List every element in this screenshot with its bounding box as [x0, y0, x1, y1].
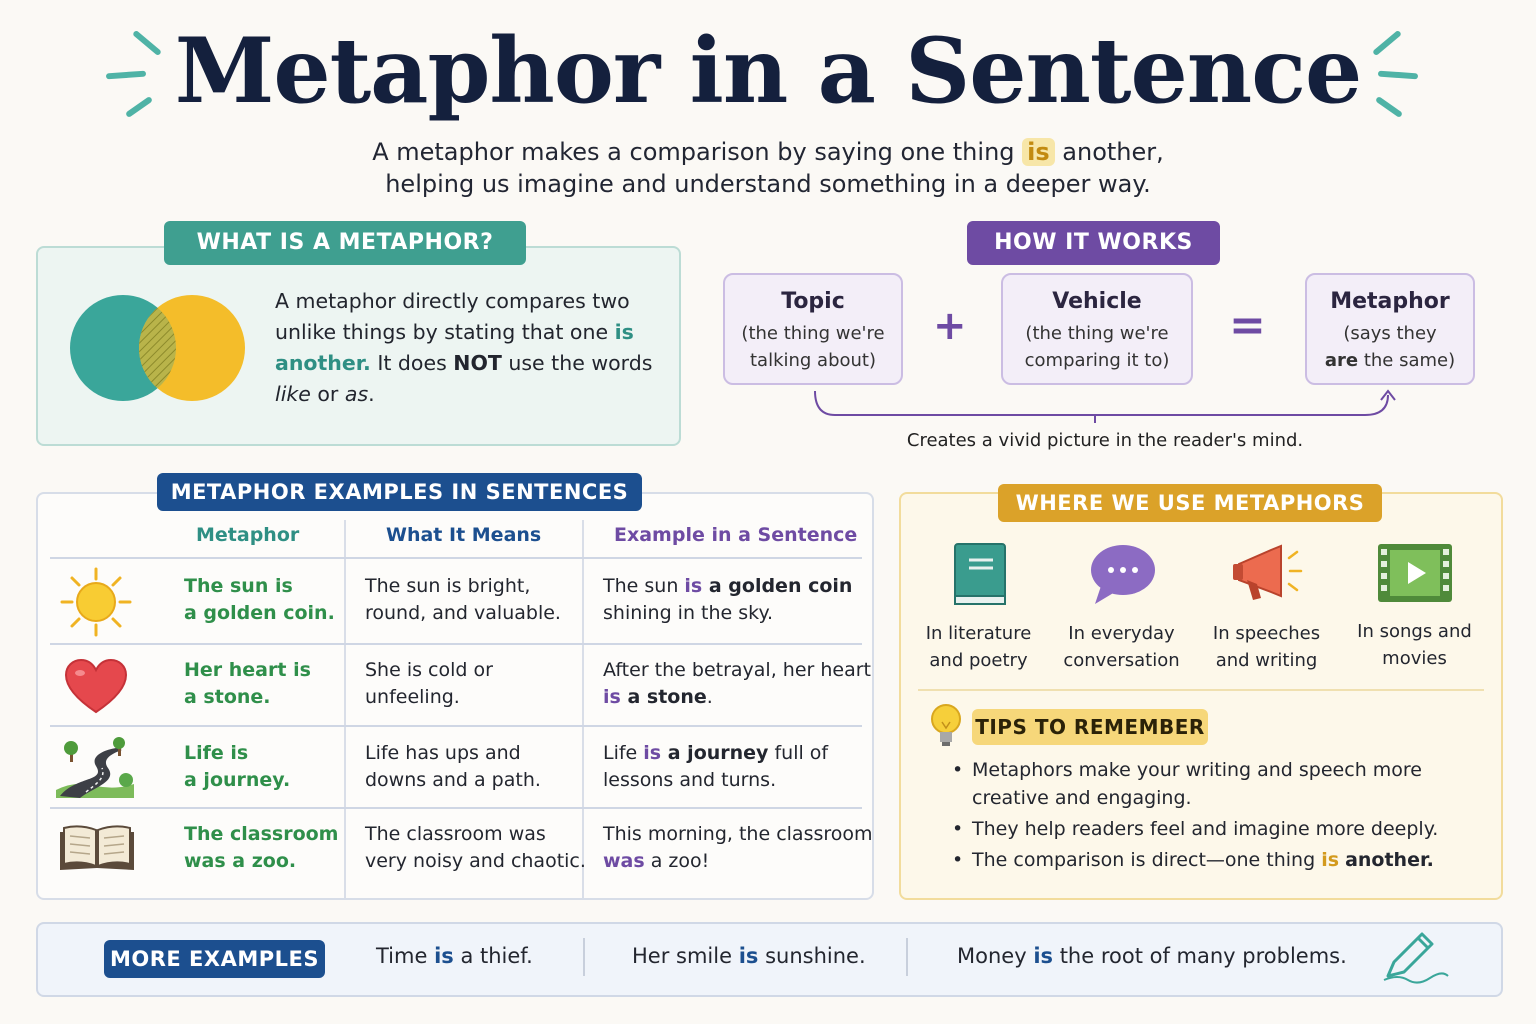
row-divider [50, 725, 862, 727]
tip-item: • Metaphors make your writing and speech more creative and engaging. [950, 756, 1485, 812]
bracket-arrow-icon [805, 385, 1405, 430]
row-divider [50, 807, 862, 809]
examples-tag: METAPHOR EXAMPLES IN SENTENCES [157, 473, 642, 511]
column-header-example: Example in a Sentence [614, 524, 858, 546]
where-item-literature: In literature and poetry [911, 540, 1046, 674]
venn-diagram-icon [70, 293, 246, 403]
meaning-cell: Life has ups and downs and a path. [365, 742, 541, 791]
tips-tag: TIPS TO REMEMBER [972, 709, 1208, 745]
column-header-metaphor: Metaphor [196, 524, 300, 546]
example-cell: After the betrayal, her heart is a stone. [603, 659, 872, 708]
heart-icon [64, 658, 128, 716]
tips-list [950, 756, 1485, 877]
row-divider [50, 557, 862, 559]
more-example-2: Her smile is sunshine. [632, 944, 866, 968]
more-examples-tag: MORE EXAMPLES [104, 940, 325, 978]
how-it-works-tag: HOW IT WORKS [967, 221, 1220, 265]
metaphor-result-box: Metaphor (says they are the same) [1305, 273, 1475, 385]
road-icon [56, 736, 138, 798]
where-item-speeches: In speeches and writing [1199, 540, 1334, 674]
page-title: Metaphor in a Sentence [174, 18, 1362, 124]
metaphor-cell: The classroom was a zoo. [184, 823, 339, 872]
lightbulb-icon [928, 702, 964, 750]
example-cell: Life is a journey full of lessons and turns. [603, 742, 829, 791]
megaphone-icon [1229, 540, 1305, 608]
film-icon [1376, 540, 1454, 606]
plus-sign: + [933, 303, 967, 349]
column-divider [344, 520, 346, 898]
where-item-songs-movies: In songs and movies [1347, 540, 1482, 672]
meaning-cell: The sun is bright, round, and valuable. [365, 575, 561, 624]
more-example-3: Money is the root of many problems. [957, 944, 1347, 968]
metaphor-cell: The sun is a golden coin. [184, 575, 335, 624]
open-book-icon [58, 822, 136, 874]
sun-icon [58, 566, 134, 638]
sparkle-right-icon [1372, 32, 1432, 122]
subtitle: A metaphor makes a comparison by saying one thing is another, helping us imagine and understand something in a deeper way. [372, 138, 1164, 198]
column-header-meaning: What It Means [386, 524, 542, 546]
pencil-icon [1378, 930, 1452, 986]
example-cell: This morning, the classroom was a zoo! [603, 823, 873, 872]
metaphor-cell: Life is a journey. [184, 742, 291, 791]
example-cell: The sun is a golden coin shining in the sky. [603, 575, 853, 624]
book-icon [947, 540, 1011, 608]
vehicle-box: Vehicle (the thing we're comparing it to) [1001, 273, 1193, 385]
what-is-metaphor-tag: WHAT IS A METAPHOR? [164, 221, 526, 265]
separator [906, 938, 908, 976]
where-item-conversation: In everyday conversation [1054, 540, 1189, 674]
meaning-cell: The classroom was very noisy and chaotic. [365, 823, 586, 872]
how-it-works-caption: Creates a vivid picture in the reader's mind. [906, 430, 1304, 451]
speech-bubble-icon [1087, 540, 1157, 608]
metaphor-cell: Her heart is a stone. [184, 659, 311, 708]
tip-item: • The comparison is direct—one thing is another. [950, 846, 1485, 874]
separator [583, 938, 585, 976]
tip-item: • They help readers feel and imagine more deeply. [950, 815, 1485, 843]
equals-sign: = [1229, 300, 1266, 351]
where-divider [918, 689, 1484, 691]
is-highlight: is [1022, 138, 1055, 166]
where-we-use-tag: WHERE WE USE METAPHORS [998, 484, 1382, 522]
row-divider [50, 643, 862, 645]
meaning-cell: She is cold or unfeeling. [365, 659, 493, 708]
topic-box: Topic (the thing we're talking about) [723, 273, 903, 385]
metaphor-definition: A metaphor directly compares two unlike things by stating that one is another. It does NOT use the words like or as. [275, 289, 653, 406]
more-example-1: Time is a thief. [376, 944, 533, 968]
